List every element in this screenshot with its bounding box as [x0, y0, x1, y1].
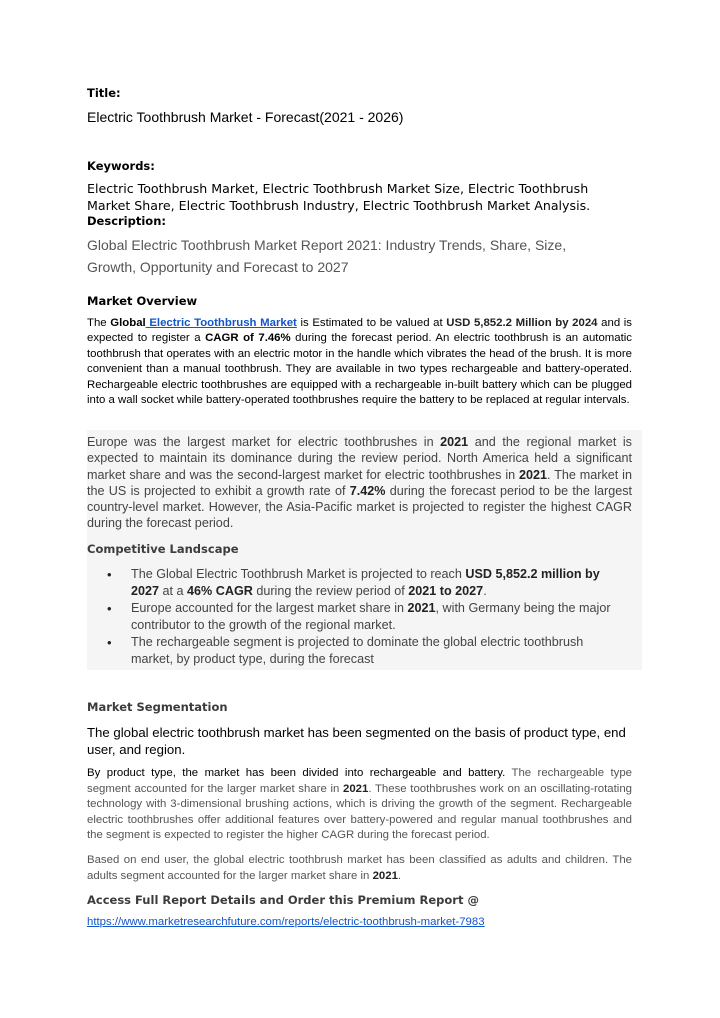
title-label: Title:: [87, 86, 121, 100]
text-run: and is expected to register a: [87, 317, 632, 345]
text-run: The rechargeable type segment accounted for the larger market share in: [87, 767, 633, 795]
text-run: during the forecast period. An electric toothbrush is an automatic toothbrush that operates with an electric motor in the handle which vibrates the head of the brush. It is more convenient than a manual toothbrush. They are available in two types rechargeable and battery-operated. Rechargeable electric toothbrushes are equipped with a rechargeable in-built battery which can be plugged into a wall socket while battery-operated toothbrushes require the battery to be replaced at regular intervals.: [87, 332, 632, 407]
overview-paragraph-1: [87, 316, 632, 408]
market-segmentation-heading: Market Segmentation: [87, 700, 228, 714]
text-run: Based on end user, the global electric toothbrush market has been classified as adults and children. The adults segment accounted for the larger market share in: [87, 854, 632, 882]
overview-paragraph-2: [87, 434, 632, 532]
segmentation-paragraph-3: [87, 852, 632, 884]
segmentation-paragraph-1: The global electric toothbrush market has been segmented on the basis of product type, end user, and region.: [87, 725, 626, 757]
text-run: is Estimated to be valued at: [296, 317, 447, 329]
keywords-label: Keywords:: [87, 159, 155, 173]
text-run: during the review period of: [252, 584, 409, 598]
bullet-icon: •: [107, 601, 112, 616]
bold-run: 2021 to 2027: [408, 584, 484, 598]
competitive-bullet-list: [87, 566, 622, 668]
text-run: and the regional market is expected to maintain its dominance during the review period. North America held a significant market share and was the second-largest market for electric toothbrushes in: [87, 435, 632, 482]
text-run: The Global Electric Toothbrush Market is projected to reach: [131, 567, 466, 581]
bold-run: USD 5,852.2 million by 2027: [131, 567, 600, 598]
text-run: , with Germany being the major contributor to the growth of the regional market.: [131, 601, 611, 632]
access-report-heading: Access Full Report Details and Order this Premium Report @: [87, 893, 479, 907]
bold-run: 2021: [440, 435, 469, 449]
bold-run: 7.42%: [349, 483, 386, 498]
text-run: at a: [159, 584, 188, 598]
bullet-icon: •: [107, 635, 112, 650]
text-run: .: [483, 584, 487, 598]
text-run: Europe was the largest market for electric toothbrushes in: [87, 435, 441, 449]
list-item: [87, 634, 622, 668]
bold-run: CAGR of 7.46%: [205, 332, 291, 345]
bold-run: 2021: [372, 870, 398, 882]
competitive-landscape-heading: Competitive Landscape: [87, 542, 239, 556]
bold-run: 2021: [519, 467, 548, 482]
segmentation-paragraph-2: [87, 766, 632, 844]
bold-run: 2021: [343, 782, 369, 795]
keywords-text: Electric Toothbrush Market, Electric Toothbrush Market Size, Electric Toothbrush Market Share, Electric Toothbrush Industry, Electric Toothbrush Market Analysis.: [87, 181, 591, 213]
text-run: during the forecast period to be the largest country-level market. However, the Asia-Pacific market is projected to register the highest CAGR during the forecast period.: [87, 483, 632, 531]
report-title: Electric Toothbrush Market - Forecast(2021 - 2026): [87, 109, 404, 125]
bold-run: 2021: [407, 601, 436, 615]
text-run: The rechargeable segment is projected to dominate the global electric toothbrush market, by product type, during the forecast: [131, 635, 584, 666]
description-text: Global Electric Toothbrush Market Report 2021: Industry Trends, Share, Size, Growth, Opportunity and Forecast to 2027: [87, 237, 567, 275]
report-url-link[interactable]: https://www.marketresearchfuture.com/reports/electric-toothbrush-market-7983: [87, 916, 485, 928]
electric-toothbrush-market-link[interactable]: Electric Toothbrush Market: [145, 317, 297, 329]
text-run: The: [87, 317, 111, 329]
text-run: . These toothbrushes work on an oscillating-rotating technology with 3-dimensional brushing actions, which is driving the growth of the segment. Rechargeable electric toothbrushes offer additional features over battery-powered and regular manual toothbrushes and the segment is expected to register the higher CAGR during the forecast period.: [87, 782, 632, 842]
text-run: .: [397, 870, 402, 882]
bold-run: USD 5,852.2 Million by 2024: [446, 317, 598, 329]
bold-run: Global: [110, 317, 146, 329]
text-run: Europe accounted for the largest market share in: [131, 601, 408, 615]
market-overview-heading: Market Overview: [87, 294, 198, 308]
bullet-icon: •: [107, 567, 112, 582]
list-item: [87, 600, 622, 634]
text-run: By product type, the market has been divided into rechargeable and battery.: [87, 767, 506, 779]
bold-run: 46% CAGR: [187, 584, 253, 598]
description-label: Description:: [87, 214, 166, 228]
text-run: . The market in the US is projected to exhibit a growth rate of: [87, 467, 632, 498]
list-item: [87, 566, 622, 600]
